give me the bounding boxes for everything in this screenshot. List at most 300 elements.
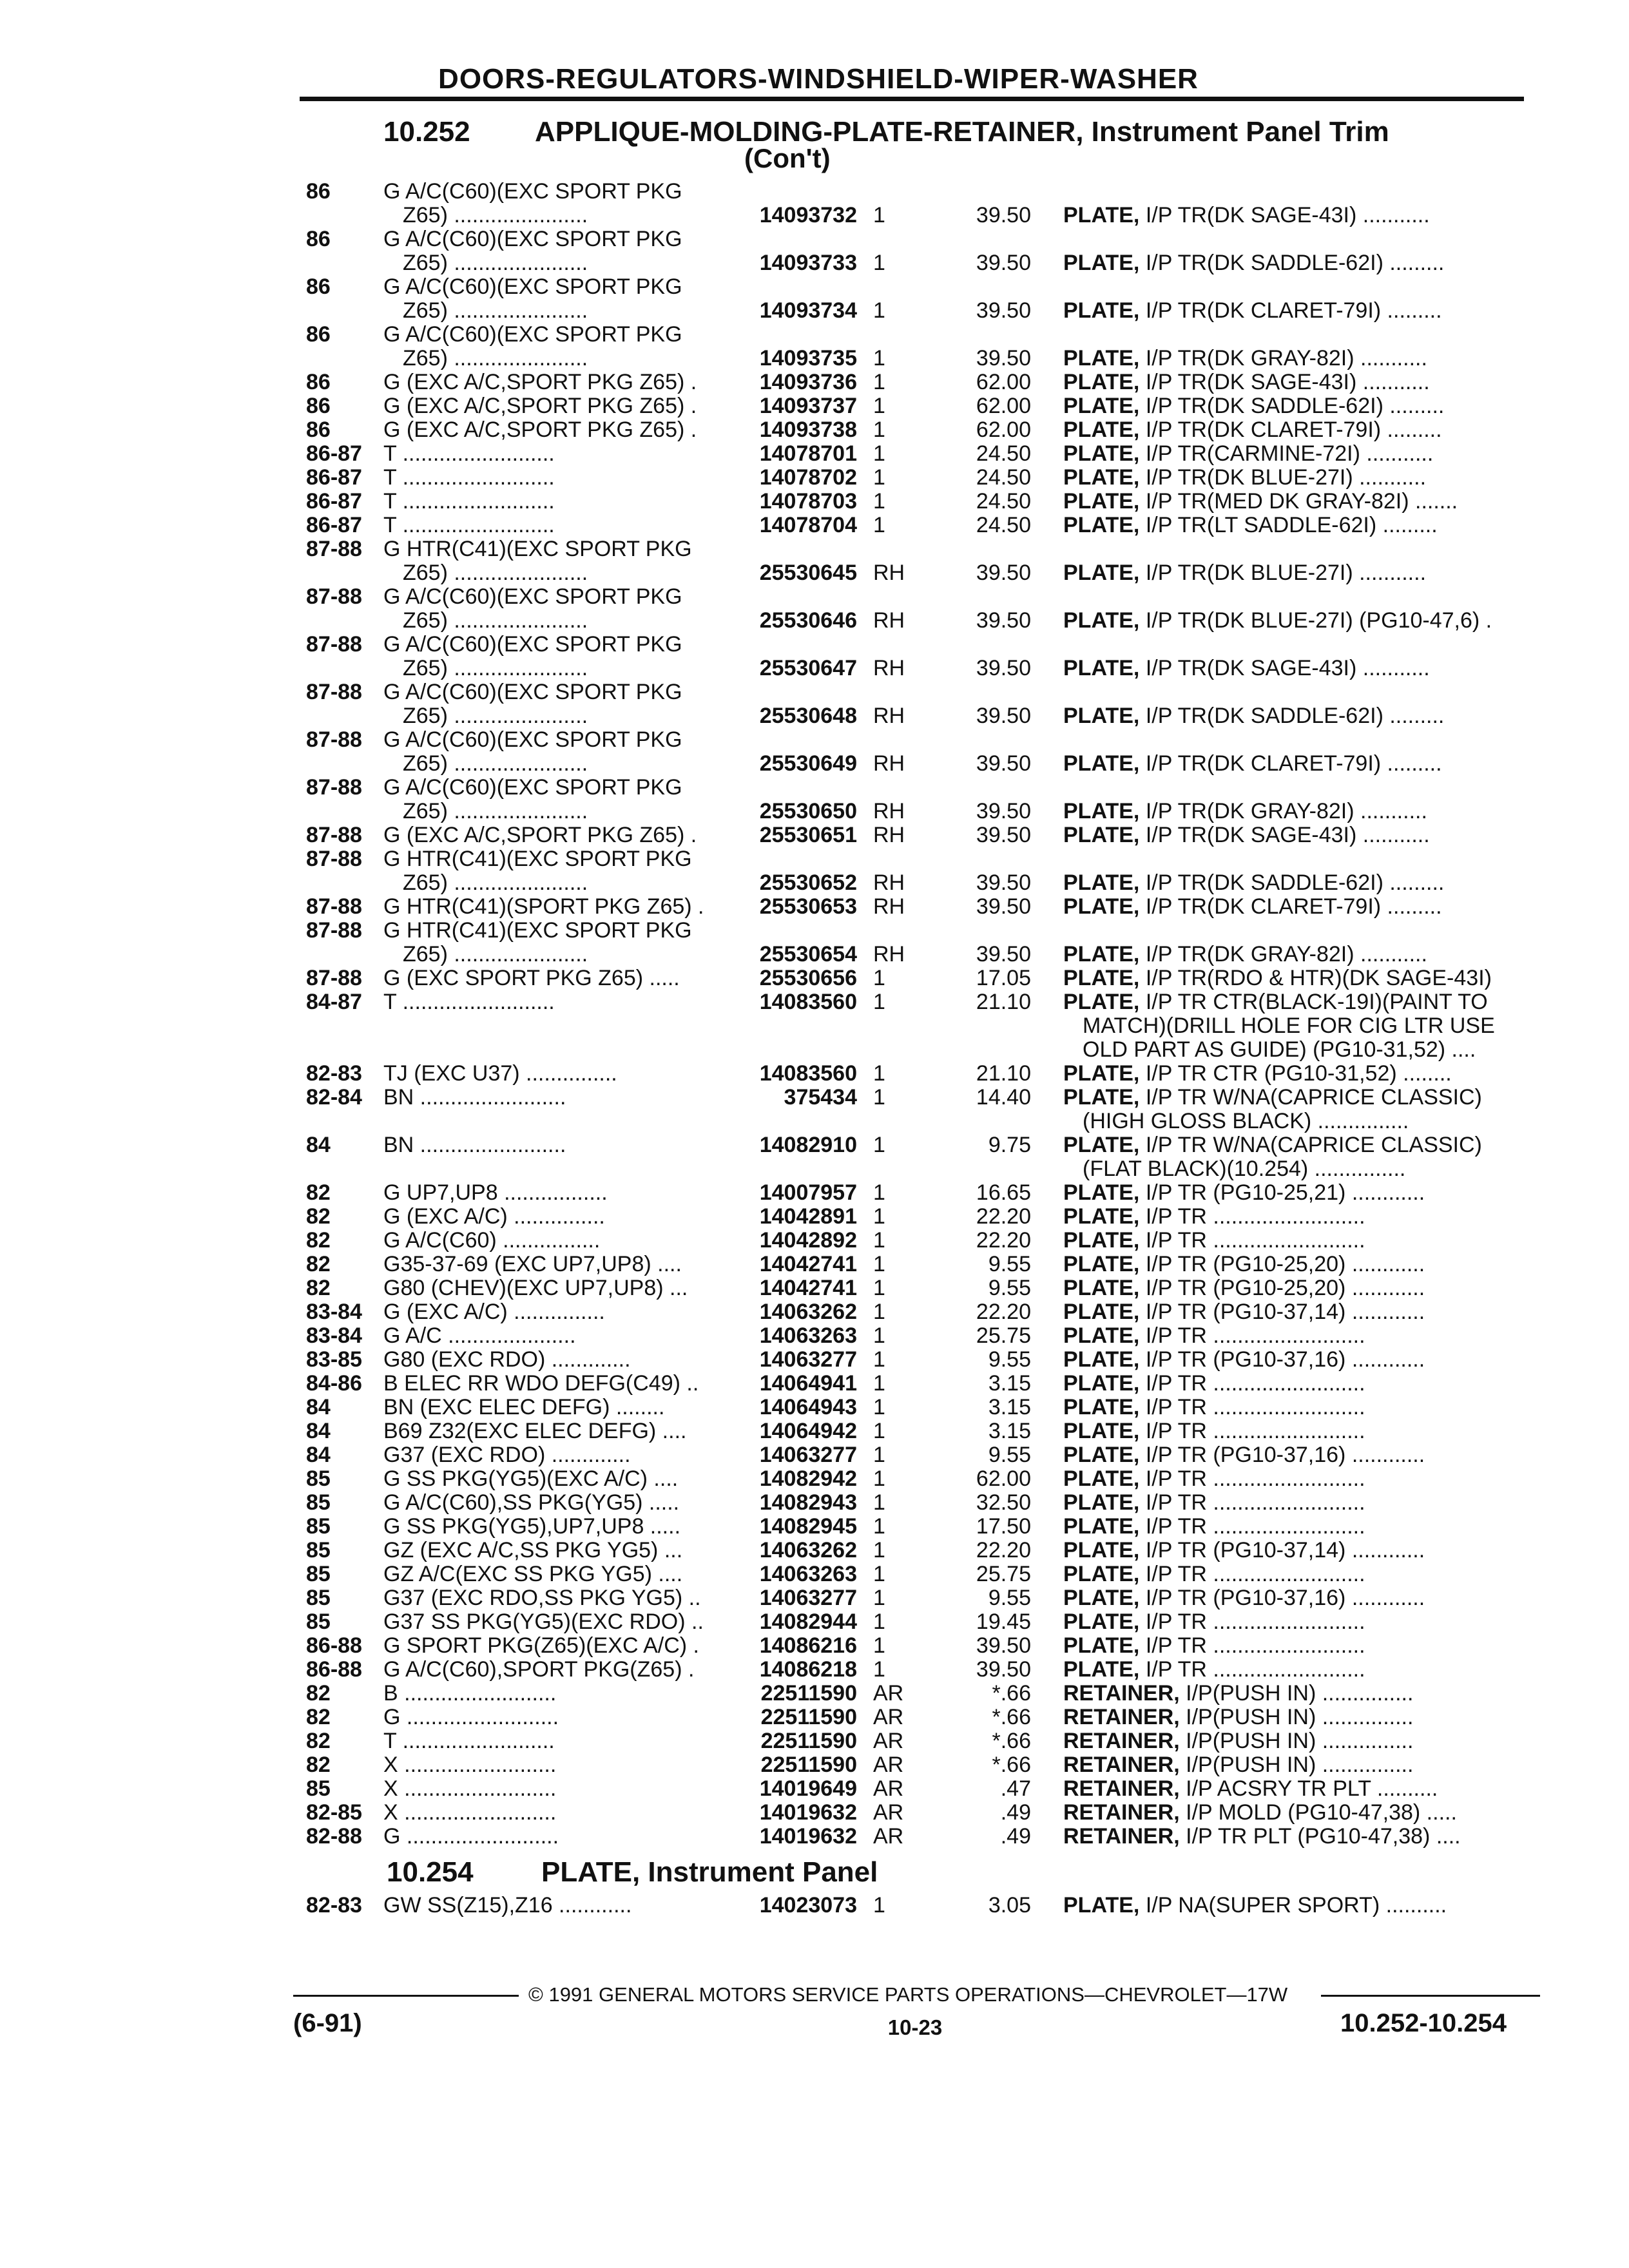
quantity: 1 — [873, 1061, 885, 1086]
part-number: 375434 — [784, 1085, 857, 1110]
quantity: 1 — [873, 441, 885, 466]
section-title: APPLIQUE-MOLDING-PLATE-RETAINER, Instrument Panel Trim — [535, 116, 1389, 148]
quantity: 1 — [873, 1466, 885, 1491]
description-label: PLATE, — [1063, 1324, 1140, 1347]
model-year: 82 — [306, 1228, 331, 1253]
quantity: 1 — [873, 1490, 885, 1515]
part-number: 25530646 — [759, 608, 857, 633]
quantity: 1 — [873, 1395, 885, 1419]
description-text: I/P(PUSH IN) ............... — [1179, 1729, 1414, 1753]
application-continued: Z65) ...................... — [403, 657, 588, 680]
application-continued: Z65) ...................... — [403, 204, 588, 227]
description — [1063, 1419, 1527, 1443]
part-number: 14078704 — [759, 513, 857, 537]
price: 19.45 — [976, 1610, 1031, 1634]
application: G SS PKG(YG5),UP7,UP8 ..... — [383, 1515, 681, 1538]
application: G ......................... — [383, 1706, 559, 1729]
part-number: 25530652 — [759, 870, 857, 895]
description-label: PLATE, — [1063, 1372, 1140, 1395]
model-year: 84-87 — [306, 990, 362, 1014]
price: *.66 — [992, 1681, 1031, 1706]
description-label: PLATE, — [1063, 1300, 1140, 1323]
description — [1063, 800, 1527, 823]
price: 21.10 — [976, 990, 1031, 1014]
price: 22.20 — [976, 1204, 1031, 1229]
price: 39.50 — [976, 751, 1031, 776]
part-number: 14093734 — [759, 298, 857, 323]
description-label: PLATE, — [1063, 1205, 1140, 1228]
description-label: RETAINER, — [1063, 1753, 1180, 1776]
description-label: PLATE, — [1063, 251, 1140, 274]
application-continued: Z65) ...................... — [403, 943, 588, 966]
model-year: 86 — [306, 370, 331, 394]
part-number: 14042891 — [759, 1204, 857, 1229]
description-label: PLATE, — [1063, 1276, 1140, 1300]
application: G (EXC A/C,SPORT PKG Z65) . — [383, 823, 697, 847]
quantity: 1 — [873, 1085, 885, 1110]
part-number: 14078702 — [759, 465, 857, 490]
price: 62.00 — [976, 418, 1031, 442]
quantity: 1 — [873, 1586, 885, 1610]
application: G37 SS PKG(YG5)(EXC RDO) .. — [383, 1610, 704, 1633]
description-label: PLATE, — [1063, 370, 1140, 394]
part-number: 22511590 — [760, 1681, 857, 1706]
description — [1063, 823, 1527, 847]
application: G A/C(C60),SS PKG(YG5) ..... — [383, 1491, 680, 1514]
part-number: 14082944 — [759, 1610, 857, 1634]
description — [1063, 657, 1527, 680]
description — [1063, 895, 1527, 918]
model-year: 86-87 — [306, 441, 362, 466]
price: 3.05 — [988, 1893, 1031, 1917]
application: G A/C(C60)(EXC SPORT PKG — [383, 180, 682, 203]
part-number: 14093737 — [759, 394, 857, 418]
price: 39.50 — [976, 298, 1031, 323]
quantity: 1 — [873, 370, 885, 394]
model-year: 86 — [306, 394, 331, 418]
model-year: 86-87 — [306, 513, 362, 537]
application: G A/C(C60)(EXC SPORT PKG — [383, 633, 682, 656]
price: 22.20 — [976, 1538, 1031, 1562]
part-number: 14063277 — [759, 1586, 857, 1610]
quantity: 1 — [873, 394, 885, 418]
model-year: 85 — [306, 1610, 331, 1634]
description-text: I/P TR(DK SADDLE-62I) ......... — [1139, 871, 1445, 894]
part-number: 14064943 — [759, 1395, 857, 1419]
quantity: 1 — [873, 1347, 885, 1372]
description-label: PLATE, — [1063, 418, 1140, 441]
description-text: I/P TR ......................... — [1139, 1658, 1365, 1681]
part-number: 14007957 — [759, 1180, 857, 1205]
description-text: I/P TR (PG10-25,21) ............ — [1139, 1181, 1425, 1204]
price: 39.50 — [976, 704, 1031, 728]
description — [1063, 1348, 1527, 1371]
price: 24.50 — [976, 513, 1031, 537]
quantity: 1 — [873, 1633, 885, 1658]
price: 24.50 — [976, 441, 1031, 466]
description — [1063, 752, 1527, 775]
description-text: I/P TR (PG10-37,16) ............ — [1139, 1443, 1425, 1466]
description — [1063, 871, 1527, 894]
quantity: 1 — [873, 990, 885, 1014]
quantity: RH — [873, 656, 905, 680]
application-continued: Z65) ...................... — [403, 347, 588, 370]
description — [1063, 370, 1527, 394]
description-label: RETAINER, — [1063, 1777, 1180, 1800]
description — [1063, 204, 1527, 227]
application: G SS PKG(YG5)(EXC A/C) .... — [383, 1467, 679, 1490]
part-number: 25530654 — [759, 942, 857, 966]
application-continued: Z65) ...................... — [403, 609, 588, 632]
description — [1063, 514, 1527, 537]
application: T ......................... — [383, 466, 555, 489]
application: B ELEC RR WDO DEFG(C49) .. — [383, 1372, 699, 1395]
application: G A/C(C60),SPORT PKG(Z65) . — [383, 1658, 695, 1681]
quantity: 1 — [873, 251, 885, 275]
part-number: 14093732 — [759, 203, 857, 227]
model-year: 85 — [306, 1776, 331, 1801]
price: 39.50 — [976, 203, 1031, 227]
description-label: PLATE, — [1063, 1348, 1140, 1371]
model-year: 82 — [306, 1276, 331, 1300]
part-number: 14019632 — [759, 1800, 857, 1825]
description-label: PLATE, — [1063, 1539, 1140, 1562]
model-year: 82 — [306, 1681, 331, 1706]
description — [1063, 1491, 1527, 1514]
application: G (EXC A/C,SPORT PKG Z65) . — [383, 370, 697, 394]
description-text: I/P TR(DK GRAY-82I) ........... — [1139, 347, 1427, 370]
description-text: I/P TR(DK SAGE-43I) ........... — [1139, 823, 1430, 847]
description — [1063, 1634, 1527, 1657]
quantity: AR — [873, 1776, 904, 1801]
quantity: 1 — [873, 1252, 885, 1276]
application: GZ (EXC A/C,SS PKG YG5) ... — [383, 1539, 683, 1562]
part-number: 14063277 — [759, 1347, 857, 1372]
description-continued: (FLAT BLACK)(10.254) ............... — [1083, 1157, 1406, 1180]
description-label: PLATE, — [1063, 609, 1140, 632]
description-text: I/P TR(RDO & HTR)(DK SAGE-43I) — [1139, 966, 1492, 990]
part-number: 25530648 — [759, 704, 857, 728]
description — [1063, 1610, 1527, 1633]
description-text: I/P TR CTR(BLACK-19I)(PAINT TO — [1139, 990, 1488, 1014]
description — [1063, 394, 1527, 418]
application: TJ (EXC U37) ............... — [383, 1062, 617, 1085]
quantity: AR — [873, 1824, 904, 1849]
price: .49 — [1000, 1800, 1031, 1825]
application: G HTR(C41)(EXC SPORT PKG — [383, 919, 692, 942]
quantity: 1 — [873, 1443, 885, 1467]
description-text: I/P TR(CARMINE-72I) ........... — [1139, 442, 1434, 465]
description — [1063, 609, 1527, 632]
quantity: 1 — [873, 1276, 885, 1300]
model-year: 87-88 — [306, 966, 362, 990]
footer-copyright: © 1991 GENERAL MOTORS SERVICE PARTS OPERATIONS—CHEVROLET—17W — [528, 1983, 1288, 2006]
price: 39.50 — [976, 870, 1031, 895]
quantity: 1 — [873, 465, 885, 490]
description — [1063, 990, 1527, 1014]
description-label: PLATE, — [1063, 1658, 1140, 1681]
description-text: I/P TR ......................... — [1139, 1396, 1365, 1419]
description-text: I/P TR ......................... — [1139, 1467, 1365, 1490]
model-year: 85 — [306, 1562, 331, 1586]
description-label: PLATE, — [1063, 943, 1140, 966]
quantity: 1 — [873, 418, 885, 442]
price: .47 — [1000, 1776, 1031, 1801]
description-text: I/P TR(DK SADDLE-62I) ......... — [1139, 394, 1445, 418]
description-label: PLATE, — [1063, 514, 1140, 537]
price: 3.15 — [988, 1419, 1031, 1443]
model-year: 84 — [306, 1395, 331, 1419]
application: G A/C(C60)(EXC SPORT PKG — [383, 275, 682, 298]
description-label: PLATE, — [1063, 657, 1140, 680]
description-label: RETAINER, — [1063, 1682, 1180, 1705]
description-continued: OLD PART AS GUIDE) (PG10-31,52) .... — [1083, 1038, 1476, 1061]
description — [1063, 1372, 1527, 1395]
application: G A/C(C60)(EXC SPORT PKG — [383, 323, 682, 346]
model-year: 83-84 — [306, 1300, 362, 1324]
application: G HTR(C41)(EXC SPORT PKG — [383, 537, 692, 561]
model-year: 86 — [306, 322, 331, 347]
description — [1063, 1658, 1527, 1681]
model-year: 82 — [306, 1729, 331, 1753]
price: 39.50 — [976, 656, 1031, 680]
price: 22.20 — [976, 1228, 1031, 1253]
description-label: PLATE, — [1063, 1562, 1140, 1586]
price: *.66 — [992, 1705, 1031, 1729]
description — [1063, 1205, 1527, 1228]
application: T ......................... — [383, 514, 555, 537]
part-number: 22511590 — [760, 1705, 857, 1729]
description — [1063, 1467, 1527, 1490]
part-number: 14082943 — [759, 1490, 857, 1515]
application: G A/C(C60)(EXC SPORT PKG — [383, 776, 682, 799]
description-label: PLATE, — [1063, 442, 1140, 465]
price: 16.65 — [976, 1180, 1031, 1205]
description-text: I/P TR ......................... — [1139, 1610, 1365, 1633]
description — [1063, 1276, 1527, 1300]
description — [1063, 1229, 1527, 1252]
application: G UP7,UP8 ................. — [383, 1181, 608, 1204]
application: B ......................... — [383, 1682, 557, 1705]
application: BN ........................ — [383, 1133, 566, 1157]
model-year: 87-88 — [306, 537, 362, 561]
model-year: 83-84 — [306, 1323, 362, 1348]
application: G HTR(C41)(EXC SPORT PKG — [383, 847, 692, 870]
quantity: 1 — [873, 513, 885, 537]
price: .49 — [1000, 1824, 1031, 1849]
description-label: PLATE, — [1063, 990, 1140, 1014]
price: 39.50 — [976, 346, 1031, 370]
description-label: PLATE, — [1063, 1586, 1140, 1610]
price: 25.75 — [976, 1323, 1031, 1348]
application: G A/C ..................... — [383, 1324, 576, 1347]
price: 25.75 — [976, 1562, 1031, 1586]
description-label: PLATE, — [1063, 1610, 1140, 1633]
description — [1063, 1825, 1527, 1848]
description-label: PLATE, — [1063, 204, 1140, 227]
description-label: PLATE, — [1063, 299, 1140, 322]
description-text: I/P TR(DK BLUE-27I) ........... — [1139, 561, 1427, 584]
part-number: 14093733 — [759, 251, 857, 275]
description-continued: (HIGH GLOSS BLACK) ............... — [1083, 1110, 1409, 1133]
application: G80 (CHEV)(EXC UP7,UP8) ... — [383, 1276, 688, 1300]
description-text: I/P TR(DK CLARET-79I) ......... — [1139, 418, 1442, 441]
description-text: I/P TR ......................... — [1139, 1324, 1365, 1347]
description — [1063, 418, 1527, 441]
description-text: I/P TR W/NA(CAPRICE CLASSIC) — [1139, 1086, 1482, 1109]
description-text: I/P TR ......................... — [1139, 1419, 1365, 1443]
model-year: 82 — [306, 1753, 331, 1777]
description-label: PLATE, — [1063, 704, 1140, 727]
application: X ......................... — [383, 1753, 557, 1776]
quantity: RH — [873, 870, 905, 895]
description-text: I/P TR(DK BLUE-27I) ........... — [1139, 466, 1427, 489]
description-text: I/P MOLD (PG10-47,38) ..... — [1179, 1801, 1457, 1824]
quantity: 1 — [873, 1323, 885, 1348]
description-text: I/P TR(DK GRAY-82I) ........... — [1139, 943, 1427, 966]
application: G (EXC A/C) ............... — [383, 1300, 605, 1323]
part-number: 22511590 — [760, 1753, 857, 1777]
price: 9.55 — [988, 1443, 1031, 1467]
model-year: 83-85 — [306, 1347, 362, 1372]
model-year: 85 — [306, 1466, 331, 1491]
application: G (EXC A/C,SPORT PKG Z65) . — [383, 394, 697, 418]
model-year: 87-88 — [306, 918, 362, 943]
description-text: I/P TR(DK CLARET-79I) ......... — [1139, 895, 1442, 918]
description — [1063, 1443, 1527, 1466]
part-number: 25530650 — [759, 799, 857, 823]
part-number: 14082910 — [759, 1133, 857, 1157]
price: 62.00 — [976, 394, 1031, 418]
application: B69 Z32(EXC ELEC DEFG) .... — [383, 1419, 687, 1443]
application: BN (EXC ELEC DEFG) ........ — [383, 1396, 665, 1419]
application-continued: Z65) ...................... — [403, 704, 588, 727]
quantity: 1 — [873, 1300, 885, 1324]
application: G37 (EXC RDO) ............. — [383, 1443, 631, 1466]
description — [1063, 1515, 1527, 1538]
part-number: 14064942 — [759, 1419, 857, 1443]
quantity: RH — [873, 823, 905, 847]
description-label: RETAINER, — [1063, 1825, 1180, 1848]
application: GW SS(Z15),Z16 ............ — [383, 1894, 632, 1917]
price: 39.50 — [976, 942, 1031, 966]
model-year: 84 — [306, 1133, 331, 1157]
application-continued: Z65) ...................... — [403, 299, 588, 322]
description — [1063, 704, 1527, 727]
description-label: PLATE, — [1063, 1634, 1140, 1657]
description-text: I/P TR CTR (PG10-31,52) ........ — [1139, 1062, 1452, 1085]
description — [1063, 490, 1527, 513]
description-label: PLATE, — [1063, 1181, 1140, 1204]
description — [1063, 1396, 1527, 1419]
footer-section-range: 10.252-10.254 — [1340, 2009, 1507, 2037]
description-text: I/P TR(LT SADDLE-62I) ......... — [1139, 514, 1438, 537]
model-year: 86-88 — [306, 1633, 362, 1658]
model-year: 85 — [306, 1538, 331, 1562]
description-text: I/P TR W/NA(CAPRICE CLASSIC) — [1139, 1133, 1482, 1157]
description-text: I/P TR ......................... — [1139, 1372, 1365, 1395]
description — [1063, 1086, 1527, 1109]
part-number: 14063263 — [759, 1562, 857, 1586]
model-year: 86 — [306, 227, 331, 251]
description-label: PLATE, — [1063, 1443, 1140, 1466]
quantity: AR — [873, 1800, 904, 1825]
part-number: 14078701 — [759, 441, 857, 466]
description-text: I/P NA(SUPER SPORT) .......... — [1139, 1894, 1447, 1917]
application: G80 (EXC RDO) ............. — [383, 1348, 631, 1371]
description-text: I/P TR(DK SAGE-43I) ........... — [1139, 370, 1430, 394]
model-year: 86 — [306, 418, 331, 442]
model-year: 82-83 — [306, 1893, 362, 1917]
footer-rule-right — [1321, 1995, 1540, 1997]
description-text: I/P ACSRY TR PLT .......... — [1179, 1777, 1438, 1800]
model-year: 87-88 — [306, 680, 362, 704]
quantity: 1 — [873, 1180, 885, 1205]
description-label: PLATE, — [1063, 1086, 1140, 1109]
application: T ......................... — [383, 1729, 555, 1753]
description-text: I/P TR(DK CLARET-79I) ......... — [1139, 752, 1442, 775]
model-year: 82 — [306, 1204, 331, 1229]
description-label: PLATE, — [1063, 394, 1140, 418]
price: 17.50 — [976, 1514, 1031, 1539]
description-text: I/P TR ......................... — [1139, 1634, 1365, 1657]
model-year: 87-88 — [306, 823, 362, 847]
description-label: PLATE, — [1063, 490, 1140, 513]
description — [1063, 1062, 1527, 1085]
description — [1063, 1300, 1527, 1323]
description — [1063, 1706, 1527, 1729]
price: 9.55 — [988, 1276, 1031, 1300]
part-number: 14082945 — [759, 1514, 857, 1539]
model-year: 84 — [306, 1443, 331, 1467]
model-year: 84 — [306, 1419, 331, 1443]
price: 21.10 — [976, 1061, 1031, 1086]
quantity: 1 — [873, 1562, 885, 1586]
description-text: I/P TR (PG10-25,20) ............ — [1139, 1276, 1425, 1300]
description-label: PLATE, — [1063, 1515, 1140, 1538]
part-number: 14019632 — [759, 1824, 857, 1849]
price: 39.50 — [976, 1657, 1031, 1682]
part-number: 14042741 — [759, 1276, 857, 1300]
part-number: 14019649 — [759, 1776, 857, 1801]
application-continued: Z65) ...................... — [403, 800, 588, 823]
model-year: 87-88 — [306, 632, 362, 657]
description-text: I/P TR (PG10-37,14) ............ — [1139, 1300, 1425, 1323]
quantity: 1 — [873, 1419, 885, 1443]
model-year: 82 — [306, 1180, 331, 1205]
description-text: I/P TR PLT (PG10-47,38) .... — [1179, 1825, 1461, 1848]
part-number: 25530649 — [759, 751, 857, 776]
price: 39.50 — [976, 1633, 1031, 1658]
price: 24.50 — [976, 465, 1031, 490]
description-label: RETAINER, — [1063, 1706, 1180, 1729]
quantity: 1 — [873, 298, 885, 323]
description-label: PLATE, — [1063, 1491, 1140, 1514]
price: 39.50 — [976, 799, 1031, 823]
price: 39.50 — [976, 823, 1031, 847]
application: G A/C(C60)(EXC SPORT PKG — [383, 680, 682, 704]
model-year: 86 — [306, 179, 331, 204]
description-label: PLATE, — [1063, 1467, 1140, 1490]
description-label: PLATE, — [1063, 1229, 1140, 1252]
description-text: I/P TR ......................... — [1139, 1229, 1365, 1252]
quantity: 1 — [873, 1228, 885, 1253]
description-text: I/P TR(DK GRAY-82I) ........... — [1139, 800, 1427, 823]
description-label: PLATE, — [1063, 800, 1140, 823]
part-number: 14063262 — [759, 1538, 857, 1562]
application: T ......................... — [383, 442, 555, 465]
description-text: I/P TR ......................... — [1139, 1515, 1365, 1538]
